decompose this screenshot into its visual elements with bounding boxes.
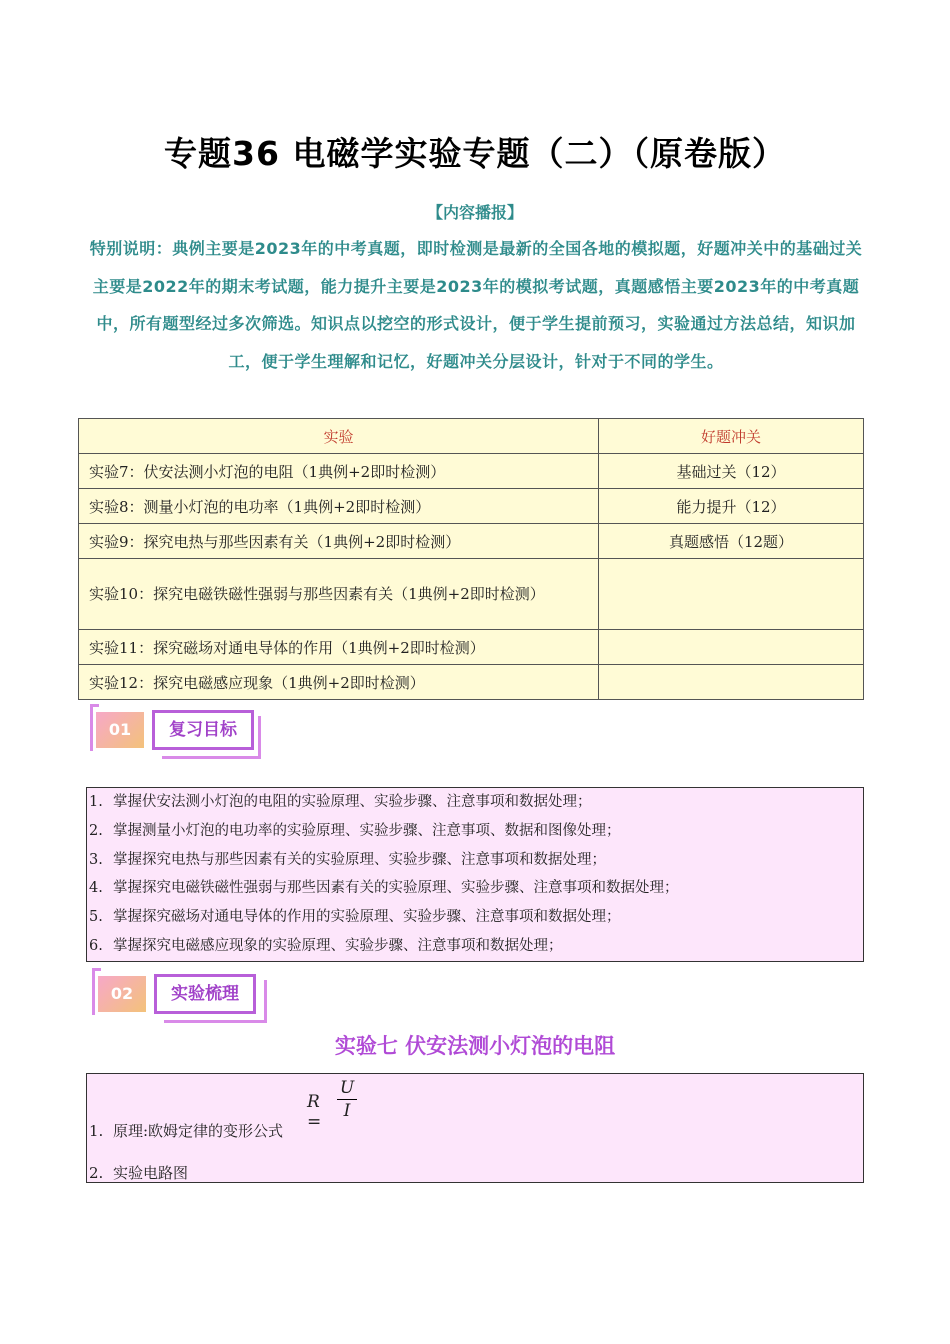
item-number: 4. (89, 880, 103, 897)
header-practice: 好题冲关 (599, 419, 864, 454)
content-broadcast-label: 【内容播报】 (426, 203, 523, 222)
section-badge-review-goals (86, 702, 266, 754)
section-label: 实验梳理 (154, 974, 256, 1014)
list-item (89, 1162, 188, 1183)
item-text: 掌握伏安法测小灯泡的电阻的实验原理、实验步骤、注意事项和数据处理； (113, 794, 592, 810)
item-number: 2. (89, 1164, 104, 1182)
contents-table (78, 418, 864, 700)
table-row (79, 559, 864, 630)
list-item (87, 903, 863, 932)
formula-denominator: I (343, 1101, 351, 1121)
table-row (79, 524, 864, 559)
page-title: 专题36 电磁学实验专题（二）（原卷版） (164, 134, 786, 173)
list-item (87, 846, 863, 875)
table-cell: 实验12：探究电磁感应现象（1典例+2即时检测） (79, 665, 599, 700)
list-item (87, 817, 863, 846)
item-number: 6. (89, 937, 103, 954)
table-cell: 实验10：探究电磁铁磁性强弱与那些因素有关（1典例+2即时检测） (79, 559, 599, 630)
table-row (79, 665, 864, 700)
table-row (79, 454, 864, 489)
review-goals-box (86, 787, 864, 962)
table-header-row (79, 419, 864, 454)
section-number: 01 (96, 712, 144, 748)
section-label: 复习目标 (152, 710, 254, 750)
item-text: 实验电路图 (113, 1164, 189, 1182)
list-item (87, 788, 863, 817)
table-cell: 真题感悟（12题） (599, 524, 864, 559)
list-item (87, 932, 863, 961)
experiment-title: 实验七 伏安法测小灯泡的电阻 (334, 1034, 616, 1058)
list-item (87, 874, 863, 903)
item-text: 掌握探究电磁铁磁性强弱与那些因素有关的实验原理、实验步骤、注意事项和数据处理； (113, 880, 679, 897)
item-number: 1. (89, 794, 103, 810)
table-cell: 实验11：探究磁场对通电导体的作用（1典例+2即时检测） (79, 630, 599, 665)
table-cell: 实验8：测量小灯泡的电功率（1典例+2即时检测） (79, 489, 599, 524)
section-number: 02 (98, 976, 146, 1012)
table-cell (599, 559, 864, 630)
table-row (79, 630, 864, 665)
item-text: 掌握探究磁场对通电导体的作用的实验原理、实验步骤、注意事项和数据处理； (113, 909, 621, 926)
item-text: 掌握测量小灯泡的电功率的实验原理、实验步骤、注意事项、数据和图像处理； (113, 822, 621, 839)
intro-paragraph: 特别说明：典例主要是2023年的中考真题，即时检测是最新的全国各地的模拟题，好题冲关中的基础过关主要是2022年的期末考试题，能力提升主要是2023年的模拟考试题，真题感悟主要2023年的中考真题中，所有题型经过多次筛选。知识点以挖空的形式设计，便于学生提前预习，实验通过方法总结，知识加工，便于学生理解和记忆，好题冲关分层设计，针对于不同的学生。 (89, 239, 863, 371)
table-cell: 实验7：伏安法测小灯泡的电阻（1典例+2即时检测） (79, 454, 599, 489)
table-cell (599, 665, 864, 700)
formula-numerator: U (339, 1078, 355, 1098)
table-cell (599, 630, 864, 665)
table-row (79, 489, 864, 524)
item-text: 掌握探究电磁感应现象的实验原理、实验步骤、注意事项和数据处理； (113, 937, 563, 954)
section-badge-experiment-review (88, 966, 272, 1018)
experiment-principle-box (86, 1073, 864, 1183)
header-experiment: 实验 (79, 419, 599, 454)
table-cell: 基础过关（12） (599, 454, 864, 489)
table-cell: 能力提升（12） (599, 489, 864, 524)
list-item (89, 1120, 283, 1141)
item-number: 1. (89, 1122, 104, 1140)
formula-lhs: R = (307, 1092, 322, 1132)
item-text: 掌握探究电热与那些因素有关的实验原理、实验步骤、注意事项和数据处理； (113, 851, 606, 868)
item-number: 5. (89, 909, 103, 926)
item-number: 2. (89, 822, 103, 839)
table-cell: 实验9：探究电热与那些因素有关（1典例+2即时检测） (79, 524, 599, 559)
fraction-bar (337, 1099, 357, 1100)
item-number: 3. (89, 851, 103, 868)
item-text: 原理:欧姆定律的变形公式 (113, 1122, 284, 1140)
formula-fraction (337, 1078, 357, 1121)
